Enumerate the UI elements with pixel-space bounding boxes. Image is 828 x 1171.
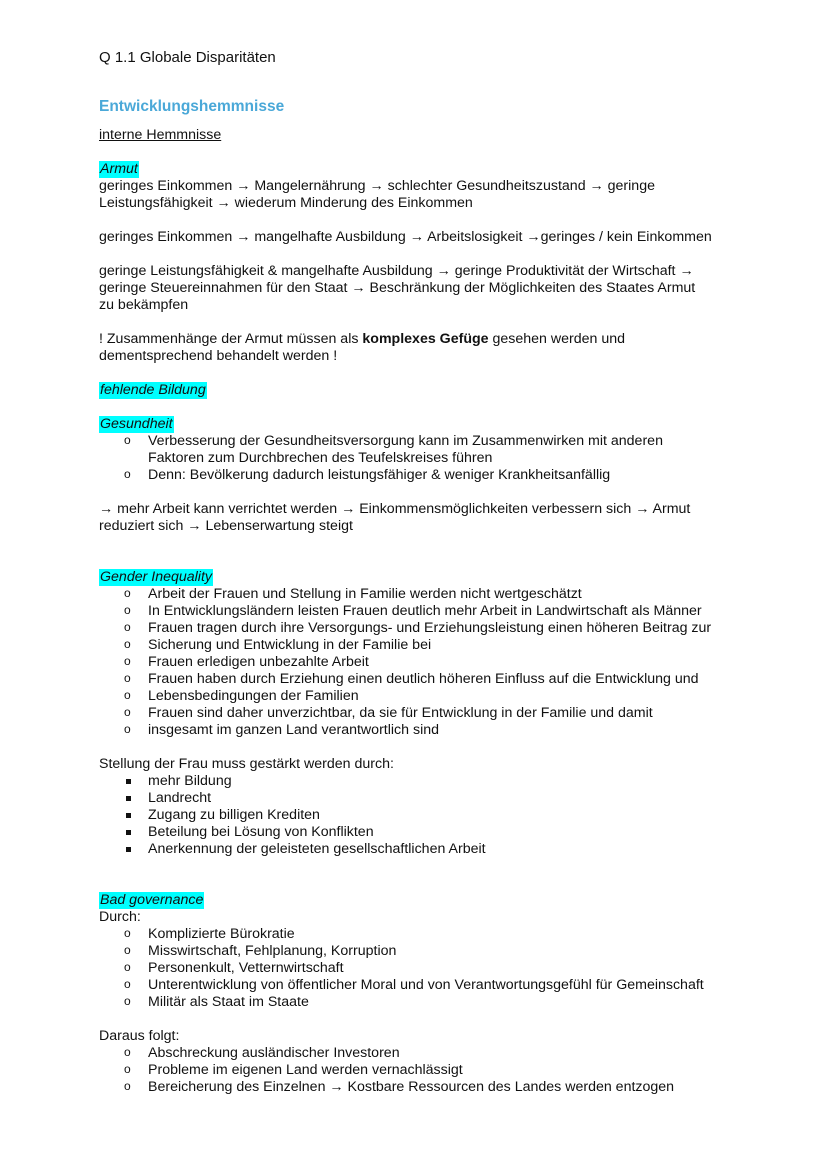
list-item: o Frauen erledigen unbezahlte Arbeit xyxy=(99,654,799,671)
list-item-continuation: Faktoren zum Durchbrechen des Teufelskreises führen xyxy=(148,450,493,466)
armut-line: geringe Leistungsfähigkeit & mangelhafte Ausbildung → geringe Produktivität der Wirtschaft → xyxy=(99,263,694,279)
gesundheit-section xyxy=(99,416,799,535)
section-title: Entwicklungshemmnisse xyxy=(99,98,285,115)
list-item: o Personenkult, Vetternwirtschaft xyxy=(99,960,799,977)
list-item: Beteilung bei Lösung von Konflikten xyxy=(99,824,799,841)
list-item: o Komplizierte Bürokratie xyxy=(99,926,799,943)
gender-list xyxy=(99,586,799,739)
list-item: o Arbeit der Frauen und Stellung in Familie werden nicht wertgeschätzt xyxy=(99,586,799,603)
list-item: o Sicherung und Entwicklung in der Familie bei xyxy=(99,637,799,654)
list-item: Zugang zu billigen Krediten xyxy=(99,807,799,824)
list-item: Anerkennung der geleisteten gesellschaftlichen Arbeit xyxy=(99,841,799,858)
subtitle: interne Hemmnisse xyxy=(99,127,222,143)
list-item: Landrecht xyxy=(99,790,799,807)
armut-line: Leistungsfähigkeit → wiederum Minderung des Einkommen xyxy=(99,195,473,211)
governance-durch: Durch: xyxy=(99,909,141,925)
armut-section xyxy=(99,161,799,365)
governance-list xyxy=(99,926,799,1011)
list-item: o Denn: Bevölkerung dadurch leistungsfähiger & weniger Krankheitsanfällig xyxy=(99,467,799,484)
governance-heading: Bad governance xyxy=(100,892,204,908)
list-item: o Frauen tragen durch ihre Versorgungs- und Erziehungsleistung einen höheren Beitrag zur xyxy=(99,620,799,637)
gesundheit-list xyxy=(99,433,799,484)
armut-note-prefix: ! Zusammenhänge der Armut müssen als xyxy=(99,331,363,347)
armut-line: zu bekämpfen xyxy=(99,297,189,313)
bildung-heading: fehlende Bildung xyxy=(100,382,206,398)
list-item: o Militär als Staat im Staate xyxy=(99,994,799,1011)
armut-line: geringes Einkommen → Mangelernährung → schlechter Gesundheitszustand → geringe xyxy=(99,178,655,194)
governance-section xyxy=(99,892,799,1096)
list-item: o insgesamt im ganzen Land verantwortlich sind xyxy=(99,722,799,739)
gesundheit-heading: Gesundheit xyxy=(100,416,173,432)
governance-folgt-list xyxy=(99,1045,799,1096)
list-item: mehr Bildung xyxy=(99,773,799,790)
list-item: o Frauen sind daher unverzichtbar, da sie für Entwicklung in der Familie und damit xyxy=(99,705,799,722)
list-item: o In Entwicklungsländern leisten Frauen deutlich mehr Arbeit in Landwirtschaft als Männer xyxy=(99,603,799,620)
armut-line: geringe Steuereinnahmen für den Staat → Beschränkung der Möglichkeiten des Staates Armut xyxy=(99,280,696,296)
list-item: o Bereicherung des Einzelnen → Kostbare Ressourcen des Landes werden entzogen xyxy=(99,1079,799,1096)
armut-heading: Armut xyxy=(100,161,138,177)
gender-section xyxy=(99,569,799,858)
gesundheit-result: → mehr Arbeit kann verrichtet werden → Einkommensmöglichkeiten verbessern sich → Armut xyxy=(99,501,691,517)
document-title: Q 1.1 Globale Disparitäten xyxy=(99,49,276,66)
governance-folgt: Daraus folgt: xyxy=(99,1028,180,1044)
gender-strengthen-list xyxy=(99,773,799,858)
list-item: o Frauen haben durch Erziehung einen deutlich höheren Einfluss auf die Entwicklung und xyxy=(99,671,799,688)
armut-note-suffix: gesehen werden und xyxy=(488,331,626,347)
document-page xyxy=(99,48,799,1096)
armut-note-line2: dementsprechend behandelt werden ! xyxy=(99,348,338,364)
armut-line: geringes Einkommen → mangelhafte Ausbildung → Arbeitslosigkeit →geringes / kein Einkommen xyxy=(99,229,712,245)
gesundheit-result: reduziert sich → Lebenserwartung steigt xyxy=(99,518,353,534)
gender-strengthen-intro: Stellung der Frau muss gestärkt werden durch: xyxy=(99,756,394,772)
list-item: o Lebensbedingungen der Familien xyxy=(99,688,799,705)
list-item: o Misswirtschaft, Fehlplanung, Korruption xyxy=(99,943,799,960)
list-item: o Abschreckung ausländischer Investoren xyxy=(99,1045,799,1062)
list-item: o Unterentwicklung von öffentlicher Moral und von Verantwortungsgefühl für Gemeinschaft xyxy=(99,977,799,994)
list-item: o Probleme im eigenen Land werden vernachlässigt xyxy=(99,1062,799,1079)
gender-heading: Gender Inequality xyxy=(100,569,212,585)
armut-note xyxy=(99,331,799,348)
armut-note-bold: komplexes Gefüge xyxy=(362,331,489,347)
list-item: o Verbesserung der Gesundheitsversorgung kann im Zusammenwirken mit anderen xyxy=(99,433,799,450)
